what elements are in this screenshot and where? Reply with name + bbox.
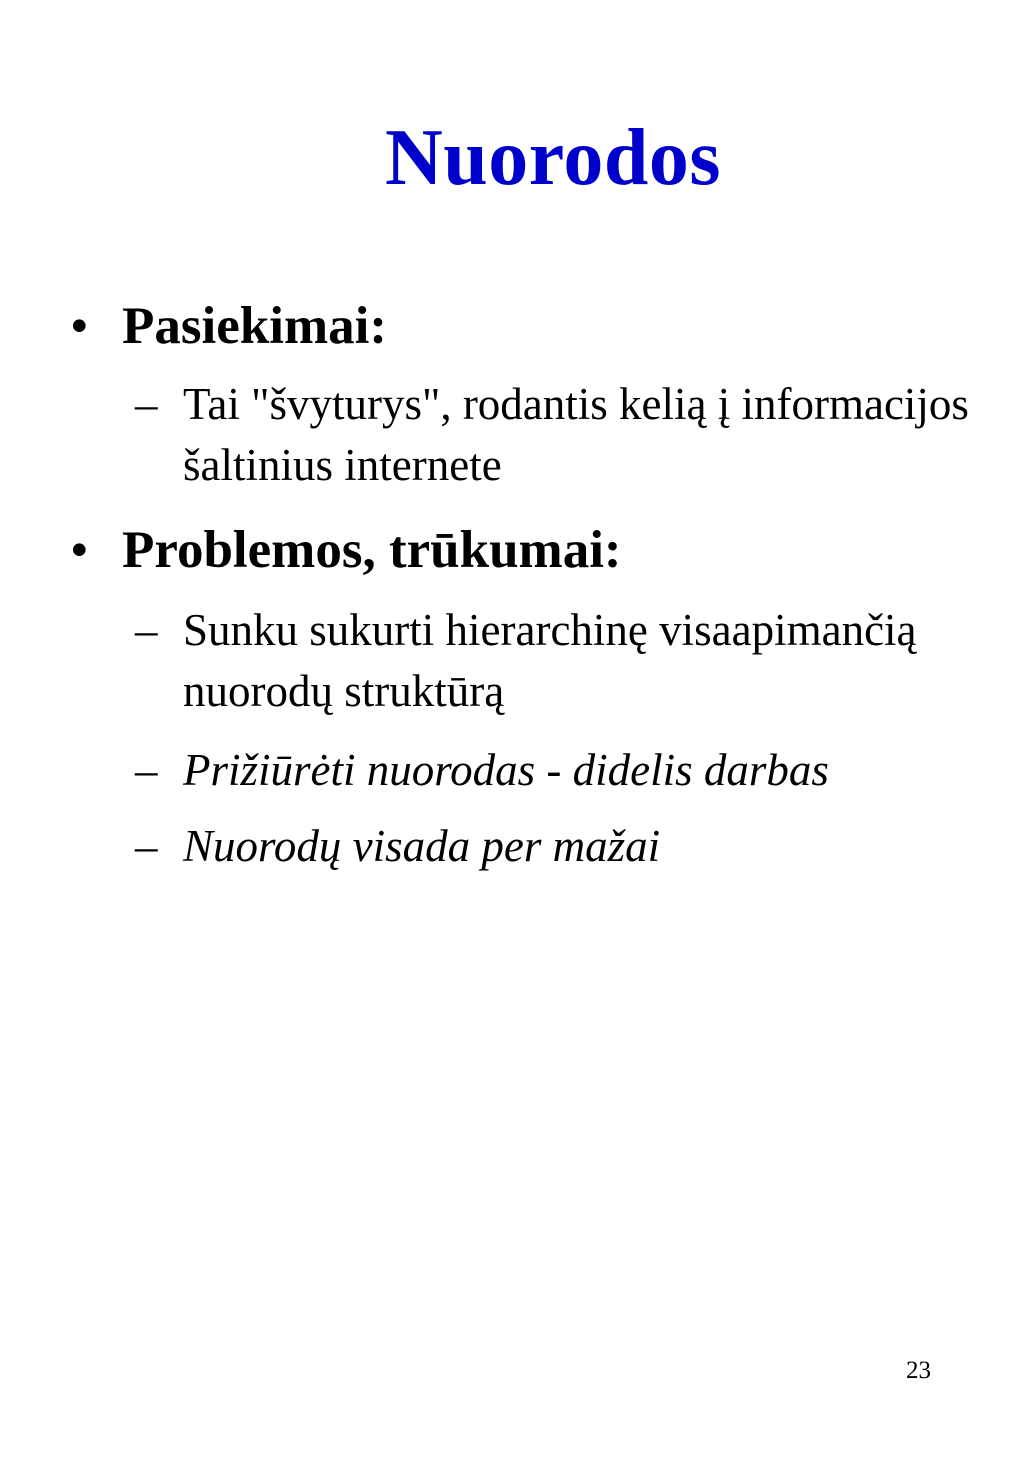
sub-item-text: Prižiūrėti nuorodas - didelis darbas: [183, 745, 829, 795]
dash-marker: –: [135, 379, 158, 429]
bullet-problems: [70, 521, 622, 579]
sub-item-too-few: [135, 816, 995, 877]
bullet-dot: •: [70, 297, 89, 355]
dash-marker: –: [135, 605, 158, 655]
sub-item-hierarchy: [135, 600, 995, 722]
sub-item-text: Tai "švyturys", rodantis kelią į informacijos šaltinius internete: [183, 379, 969, 490]
sub-item-maintenance: [135, 740, 995, 801]
dash-marker: –: [135, 821, 158, 871]
dash-marker: –: [135, 745, 158, 795]
sub-item-text: Nuorodų visada per mažai: [183, 821, 661, 871]
page-number: 23: [906, 1357, 931, 1384]
slide-title: Nuorodos: [385, 114, 721, 202]
bullet-achievements: [70, 297, 387, 355]
bullet-heading-achievements: Pasiekimai:: [122, 297, 387, 355]
bullet-heading-problems: Problemos, trūkumai:: [122, 521, 622, 579]
sub-item-text: Sunku sukurti hierarchinę visaapimančią nuorodų struktūrą: [183, 605, 917, 716]
sub-item-beacon: [135, 374, 995, 496]
bullet-dot: •: [70, 521, 89, 579]
